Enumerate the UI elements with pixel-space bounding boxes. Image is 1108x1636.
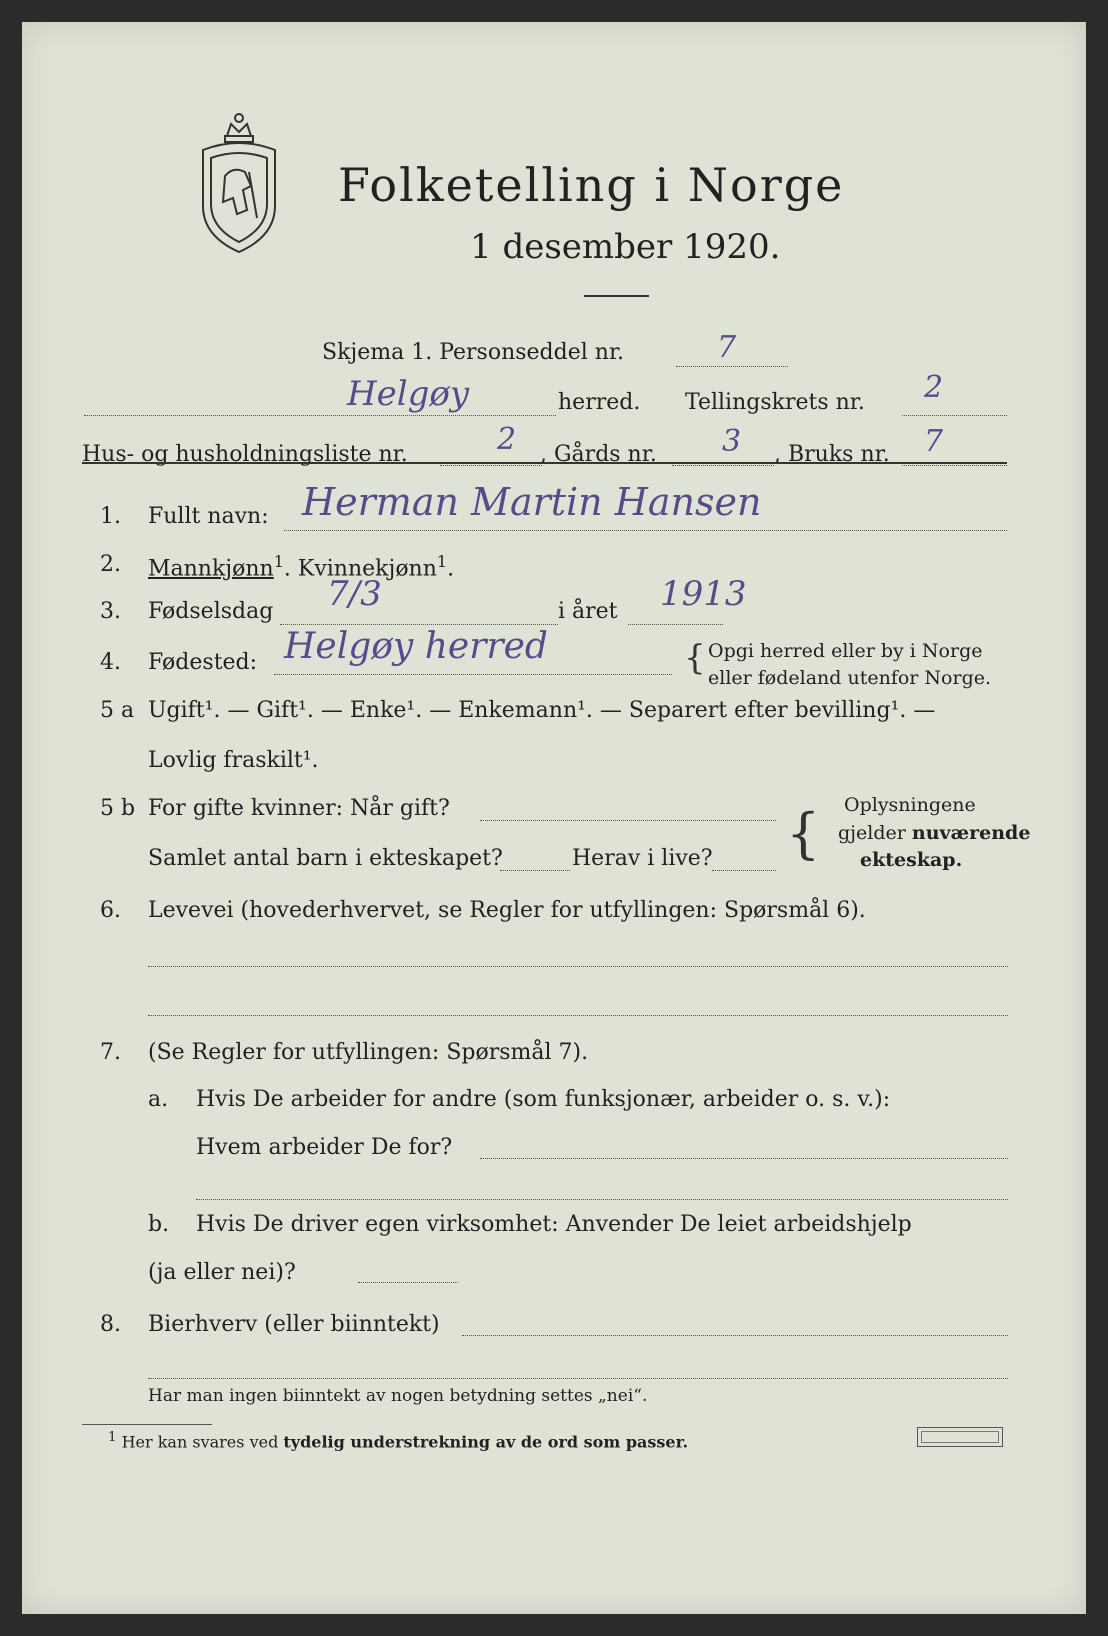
q2-separator: . <box>283 556 291 582</box>
q5b-brace: { <box>786 802 821 865</box>
bruks-value: 7 <box>924 424 944 459</box>
skjema-label: Skjema 1. Personseddel nr. <box>322 340 625 365</box>
printer-stamp <box>917 1427 1003 1447</box>
herred-label: herred. <box>558 390 641 415</box>
q6-line-2 <box>148 1015 1008 1016</box>
q5b-text: For gifte kvinner: Når gift? <box>148 796 450 821</box>
q2-options <box>148 552 454 581</box>
q5b-note-2a: gjelder <box>838 822 906 844</box>
q6-text: Levevei (hovederhvervet, se Regler for utfyllingen: Spørsmål 6). <box>148 898 866 923</box>
footnote-number: 1 <box>108 1430 117 1445</box>
q7a-text-2: Hvem arbeider De for? <box>196 1135 453 1160</box>
q5b-note-3: ekteskap. <box>860 849 963 871</box>
husholdning-line <box>440 465 542 466</box>
census-form-sheet <box>22 22 1086 1614</box>
q3-year-line <box>628 624 723 625</box>
q2-number: 2. <box>100 552 121 577</box>
footnote-text-a: Her kan svares ved <box>121 1432 279 1452</box>
q2-end: . <box>447 556 455 582</box>
q2-footnote-marker: 1 <box>273 552 284 571</box>
q8-text: Bierhverv (eller biinntekt) <box>148 1312 440 1337</box>
q7b-line <box>358 1282 458 1283</box>
q5b-alive-line <box>712 870 776 871</box>
q8-number: 8. <box>100 1312 121 1337</box>
q4-number: 4. <box>100 650 121 675</box>
q2-footnote-marker-2: 1 <box>436 552 448 571</box>
header-divider <box>82 462 1007 464</box>
herred-line <box>84 415 556 416</box>
q3-line <box>280 624 558 625</box>
tellingskrets-label: Tellingskrets nr. <box>685 390 865 415</box>
coat-of-arms-icon <box>197 106 281 256</box>
q7-number: 7. <box>100 1040 121 1065</box>
footer-note: Har man ingen biinntekt av nogen betydning settes „nei“. <box>148 1386 648 1406</box>
gards-line <box>672 465 774 466</box>
q4-label: Fødested: <box>148 650 258 675</box>
q1-number: 1. <box>100 504 121 529</box>
q1-label: Fullt navn: <box>148 504 269 529</box>
q2-female-option: Kvinnekjønn <box>297 556 437 582</box>
q5b-children-line <box>500 870 570 871</box>
q6-line-1 <box>148 966 1008 967</box>
q7b-text: Hvis De driver egen virksomhet: Anvender De leiet arbeidshjelp <box>196 1212 912 1237</box>
q7a-letter: a. <box>148 1087 169 1112</box>
herred-value: Helgøy <box>347 374 470 414</box>
q8-line-2 <box>148 1378 1008 1379</box>
page-title: Folketelling i Norge <box>338 158 845 212</box>
q4-line <box>274 674 672 675</box>
q5a-number: 5 a <box>100 698 135 723</box>
gards-value: 3 <box>722 424 742 459</box>
footnote <box>108 1430 688 1451</box>
q5b-note-2b: nuværende <box>911 822 1031 844</box>
personseddel-line <box>676 366 788 367</box>
husholdning-label: Hus- og husholdningsliste nr. <box>82 442 408 467</box>
q5a-text-2: Lovlig fraskilt¹. <box>148 748 319 773</box>
q5b-text-3: Herav i live? <box>572 846 713 871</box>
footnote-text-b: tydelig understrekning av de ord som passer. <box>283 1432 689 1452</box>
q2-male-option: Mannkjønn <box>148 556 274 582</box>
q4-note-1: Opgi herred eller by i Norge <box>708 640 983 662</box>
q5b-note-2 <box>838 822 1030 844</box>
q5b-text-2: Samlet antal barn i ekteskapet? <box>148 846 503 871</box>
q7b-text-2: (ja eller nei)? <box>148 1260 296 1285</box>
q8-line-1 <box>462 1335 1008 1336</box>
q5b-number: 5 b <box>100 796 136 821</box>
footnote-rule <box>82 1424 212 1425</box>
tellingskrets-line <box>902 415 1007 416</box>
husholdning-value: 2 <box>497 422 517 457</box>
q5a-text: Ugift¹. — Gift¹. — Enke¹. — Enkemann¹. — Separert efter bevilling¹. — <box>148 698 936 723</box>
q3-label: Fødselsdag <box>148 599 274 624</box>
q3-year-value: 1913 <box>660 574 747 614</box>
q3-number: 3. <box>100 599 121 624</box>
q6-number: 6. <box>100 898 121 923</box>
bruks-label: , Bruks nr. <box>774 442 890 467</box>
q5b-when-line <box>480 820 776 821</box>
gards-label: , Gårds nr. <box>540 442 657 467</box>
tellingskrets-value: 2 <box>924 370 944 405</box>
title-divider <box>584 295 649 297</box>
bruks-line <box>902 465 1007 466</box>
q4-value: Helgøy herred <box>284 626 548 667</box>
q4-brace: { <box>684 638 706 678</box>
q3-year-label: i året <box>558 599 618 624</box>
q7a-text: Hvis De arbeider for andre (som funksjonær, arbeider o. s. v.): <box>196 1087 891 1112</box>
q5b-note-1: Oplysningene <box>844 794 976 816</box>
q7b-letter: b. <box>148 1212 170 1237</box>
q1-value: Herman Martin Hansen <box>302 480 762 524</box>
q4-note-2: eller fødeland utenfor Norge. <box>708 667 992 689</box>
q7a-line-2 <box>196 1199 1008 1200</box>
q1-line <box>284 530 1007 531</box>
q7a-line-1 <box>480 1158 1008 1159</box>
page-subtitle: 1 desember 1920. <box>470 227 781 267</box>
personseddel-value: 7 <box>717 330 737 365</box>
q7-text: (Se Regler for utfyllingen: Spørsmål 7). <box>148 1040 589 1065</box>
q3-value: 7/3 <box>327 574 382 614</box>
